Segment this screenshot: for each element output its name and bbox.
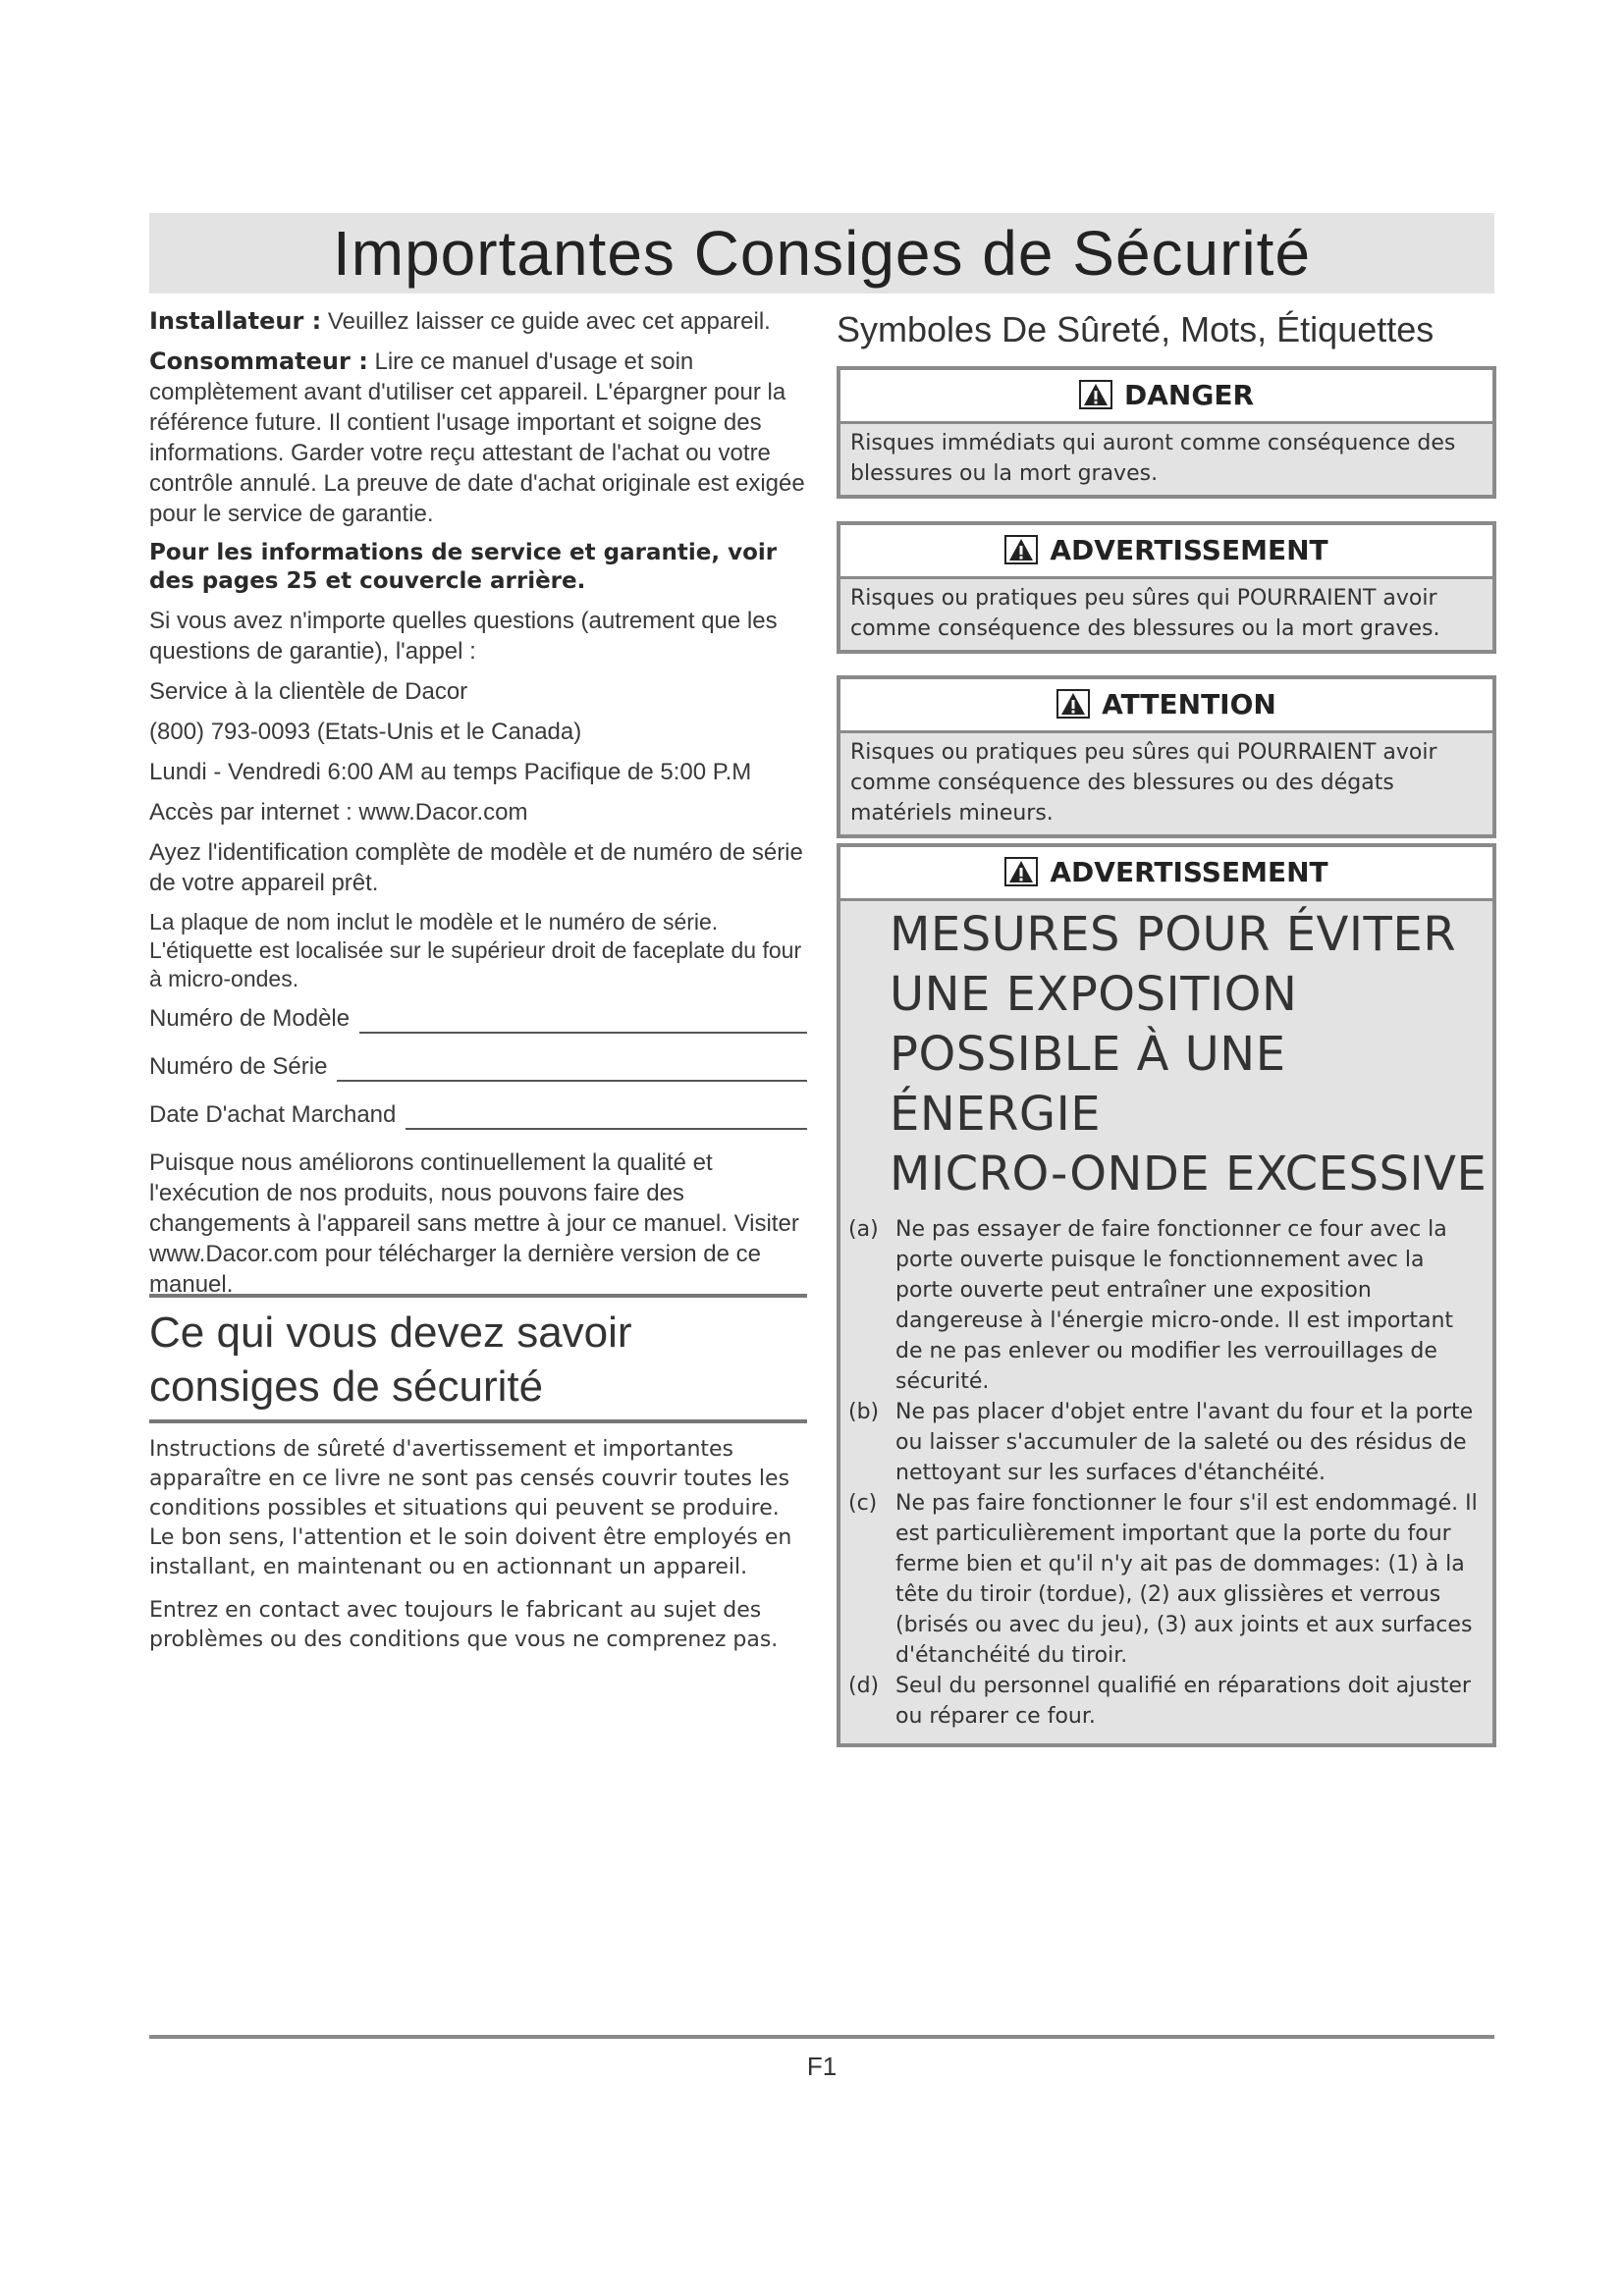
list-item-text: Ne pas placer d'objet entre l'avant du four et la porte ou laisser s'accumuler de la saleté ou des résidus de nettoyant sur les surfaces d'étanchéité. <box>895 1400 1474 1485</box>
microwave-warning-label: ADVERTISSEMENT <box>1050 856 1328 888</box>
consumer-text: Lire ce manuel d'usage et soin complètement avant d'utiliser cet appareil. L'épargner pour la référence future. Il contient l'usage important et soigne des informations. Garder votre reçu attestant de l'achat ou votre contrôle annulé. La preuve de date d'achat originale est exigée pour le service de garantie. <box>149 348 805 527</box>
danger-text: Risques immédiats qui auront comme conséquence des blessures ou la mort graves. <box>850 431 1456 486</box>
warning-box <box>837 521 1496 654</box>
microwave-title <box>840 901 1492 1214</box>
list-item-text: Seul du personnel qualifié en réparations doit ajuster ou réparer ce four. <box>895 1674 1471 1729</box>
list-item <box>848 1488 1487 1671</box>
installer-label: Installateur : <box>149 307 322 335</box>
list-item-key: (c) <box>848 1491 878 1516</box>
list-item-key: (b) <box>848 1400 880 1424</box>
caution-header <box>840 679 1492 733</box>
list-item <box>848 1214 1487 1397</box>
nameplate-text: La plaque de nom inclut le modèle et le numéro de série. L'étiquette est localisée sur le supérieur droit de faceplate du four à micro-ondes. <box>149 909 802 991</box>
danger-label: DANGER <box>1123 379 1254 411</box>
model-number-label: Numéro de Modèle <box>149 1005 351 1032</box>
footer-divider <box>149 2035 1494 2039</box>
service-name: Service à la clientèle de Dacor <box>149 678 468 705</box>
microwave-title-line2: UNE EXPOSITION <box>890 967 1298 1022</box>
microwave-warning-box <box>837 843 1496 1747</box>
microwave-warning-header <box>840 847 1492 901</box>
list-item <box>848 1671 1487 1732</box>
identify-text: Ayez l'identification complète de modèle et de numéro de série de votre appareil prêt. <box>149 839 803 896</box>
microwave-precautions-list <box>840 1214 1492 1743</box>
microwave-title-line3: POSSIBLE À UNE ÉNERGIE <box>890 1027 1286 1142</box>
serial-number-field[interactable] <box>149 1051 807 1082</box>
warning-text: Risques ou pratiques peu sûres qui POURRAIENT avoir comme conséquence des blessures ou la mort graves. <box>850 586 1440 641</box>
caution-box <box>837 675 1496 838</box>
list-item-key: (a) <box>848 1217 879 1242</box>
warning-triangle-icon <box>1079 380 1112 409</box>
purchase-date-label: Date D'achat Marchand <box>149 1101 397 1128</box>
service-hours: Lundi - Vendredi 6:00 AM au temps Pacifique de 5:00 P.M <box>149 759 752 785</box>
warning-triangle-icon <box>1004 535 1038 564</box>
caution-label: ATTENTION <box>1102 688 1276 721</box>
caution-text: Risques ou pratiques peu sûres qui POURRAIENT avoir comme conséquence des blessures ou des dégats matériels mineurs. <box>850 740 1437 826</box>
page-number: F1 <box>806 2052 838 2081</box>
model-number-field[interactable] <box>149 1003 807 1034</box>
section-heading-line2: consiges de sécurité <box>149 1362 544 1411</box>
improvement-text: Puisque nous améliorons continuellement la qualité et l'exécution de nos produits, nous pouvons faire des changements à l'appareil sans mettre à jour ce manuel. Visiter www.Dacor.com pour télécharger la dernière version de ce manuel. <box>149 1149 799 1298</box>
internet-access: Accès par internet : www.Dacor.com <box>149 799 528 826</box>
installer-paragraph <box>149 306 807 337</box>
purchase-date-line <box>406 1106 807 1130</box>
danger-box <box>837 366 1496 499</box>
serial-number-line <box>337 1058 807 1082</box>
danger-header <box>840 370 1492 424</box>
service-notice: Pour les informations de service et garantie, voir des pages 25 et couvercle arrière. <box>149 540 778 594</box>
warning-header <box>840 525 1492 579</box>
safety-section-body <box>149 1435 807 1669</box>
questions-text: Si vous avez n'importe quelles questions (autrement que les questions de garantie), l'appel : <box>149 608 778 665</box>
page-title: Importantes Consiges de Sécurité <box>332 218 1312 289</box>
safety-paragraph-2: Entrez en contact avec toujours le fabricant au sujet des problèmes ou des conditions que vous ne comprenez pas. <box>149 1598 779 1652</box>
safety-section-heading <box>149 1294 807 1423</box>
warning-triangle-icon <box>1004 857 1038 886</box>
serial-number-label: Numéro de Série <box>149 1053 328 1080</box>
list-item-text: Ne pas faire fonctionner le four s'il est endommagé. Il est particulièrement important que la porte du four ferme bien et qu'il n'y ait pas de dommages: (1) à la tête du tiroir (tordue), (2) aux glissières et verrous (brisés ou avec du jeu), (3) aux joints et aux surfaces d'étanchéité du tiroir. <box>895 1491 1478 1668</box>
phone-number: (800) 793-0093 (Etats-Unis et le Canada) <box>149 719 582 745</box>
list-item-text: Ne pas essayer de faire fonctionner ce four avec la porte ouverte puisque le fonctionnement avec la porte ouverte peut entraîner une exposition dangereuse à l'énergie micro-onde. Il est important de ne pas enlever ou modifier les verrouillages de sécurité. <box>895 1217 1454 1394</box>
list-item <box>848 1397 1487 1488</box>
symbols-heading: Symboles De Sûreté, Mots, Étiquettes <box>837 309 1435 349</box>
title-bar <box>149 213 1494 294</box>
microwave-title-line1: MESURES POUR ÉVITER <box>890 907 1457 962</box>
consumer-paragraph <box>149 347 807 529</box>
consumer-label: Consommateur : <box>149 347 368 375</box>
microwave-title-line4: MICRO-ONDE EXCESSIVE <box>890 1147 1488 1201</box>
safety-paragraph-1: Instructions de sûreté d'avertissement et importantes apparaître en ce livre ne sont pas censés couvrir toutes les conditions possibles et situations qui peuvent se produire. Le bon sens, l'attention et le soin doivent être employés en installant, en maintenant ou en actionnant un appareil. <box>149 1437 792 1579</box>
model-number-line <box>359 1010 807 1034</box>
left-column <box>149 306 807 1309</box>
warning-triangle-icon <box>1056 689 1090 719</box>
section-heading-line1: Ce qui vous devez savoir <box>149 1308 632 1357</box>
installer-text: Veuillez laisser ce guide avec cet appareil. <box>327 308 771 335</box>
purchase-date-field[interactable] <box>149 1099 807 1130</box>
list-item-key: (d) <box>848 1674 880 1698</box>
warning-label: ADVERTISSEMENT <box>1050 534 1328 566</box>
